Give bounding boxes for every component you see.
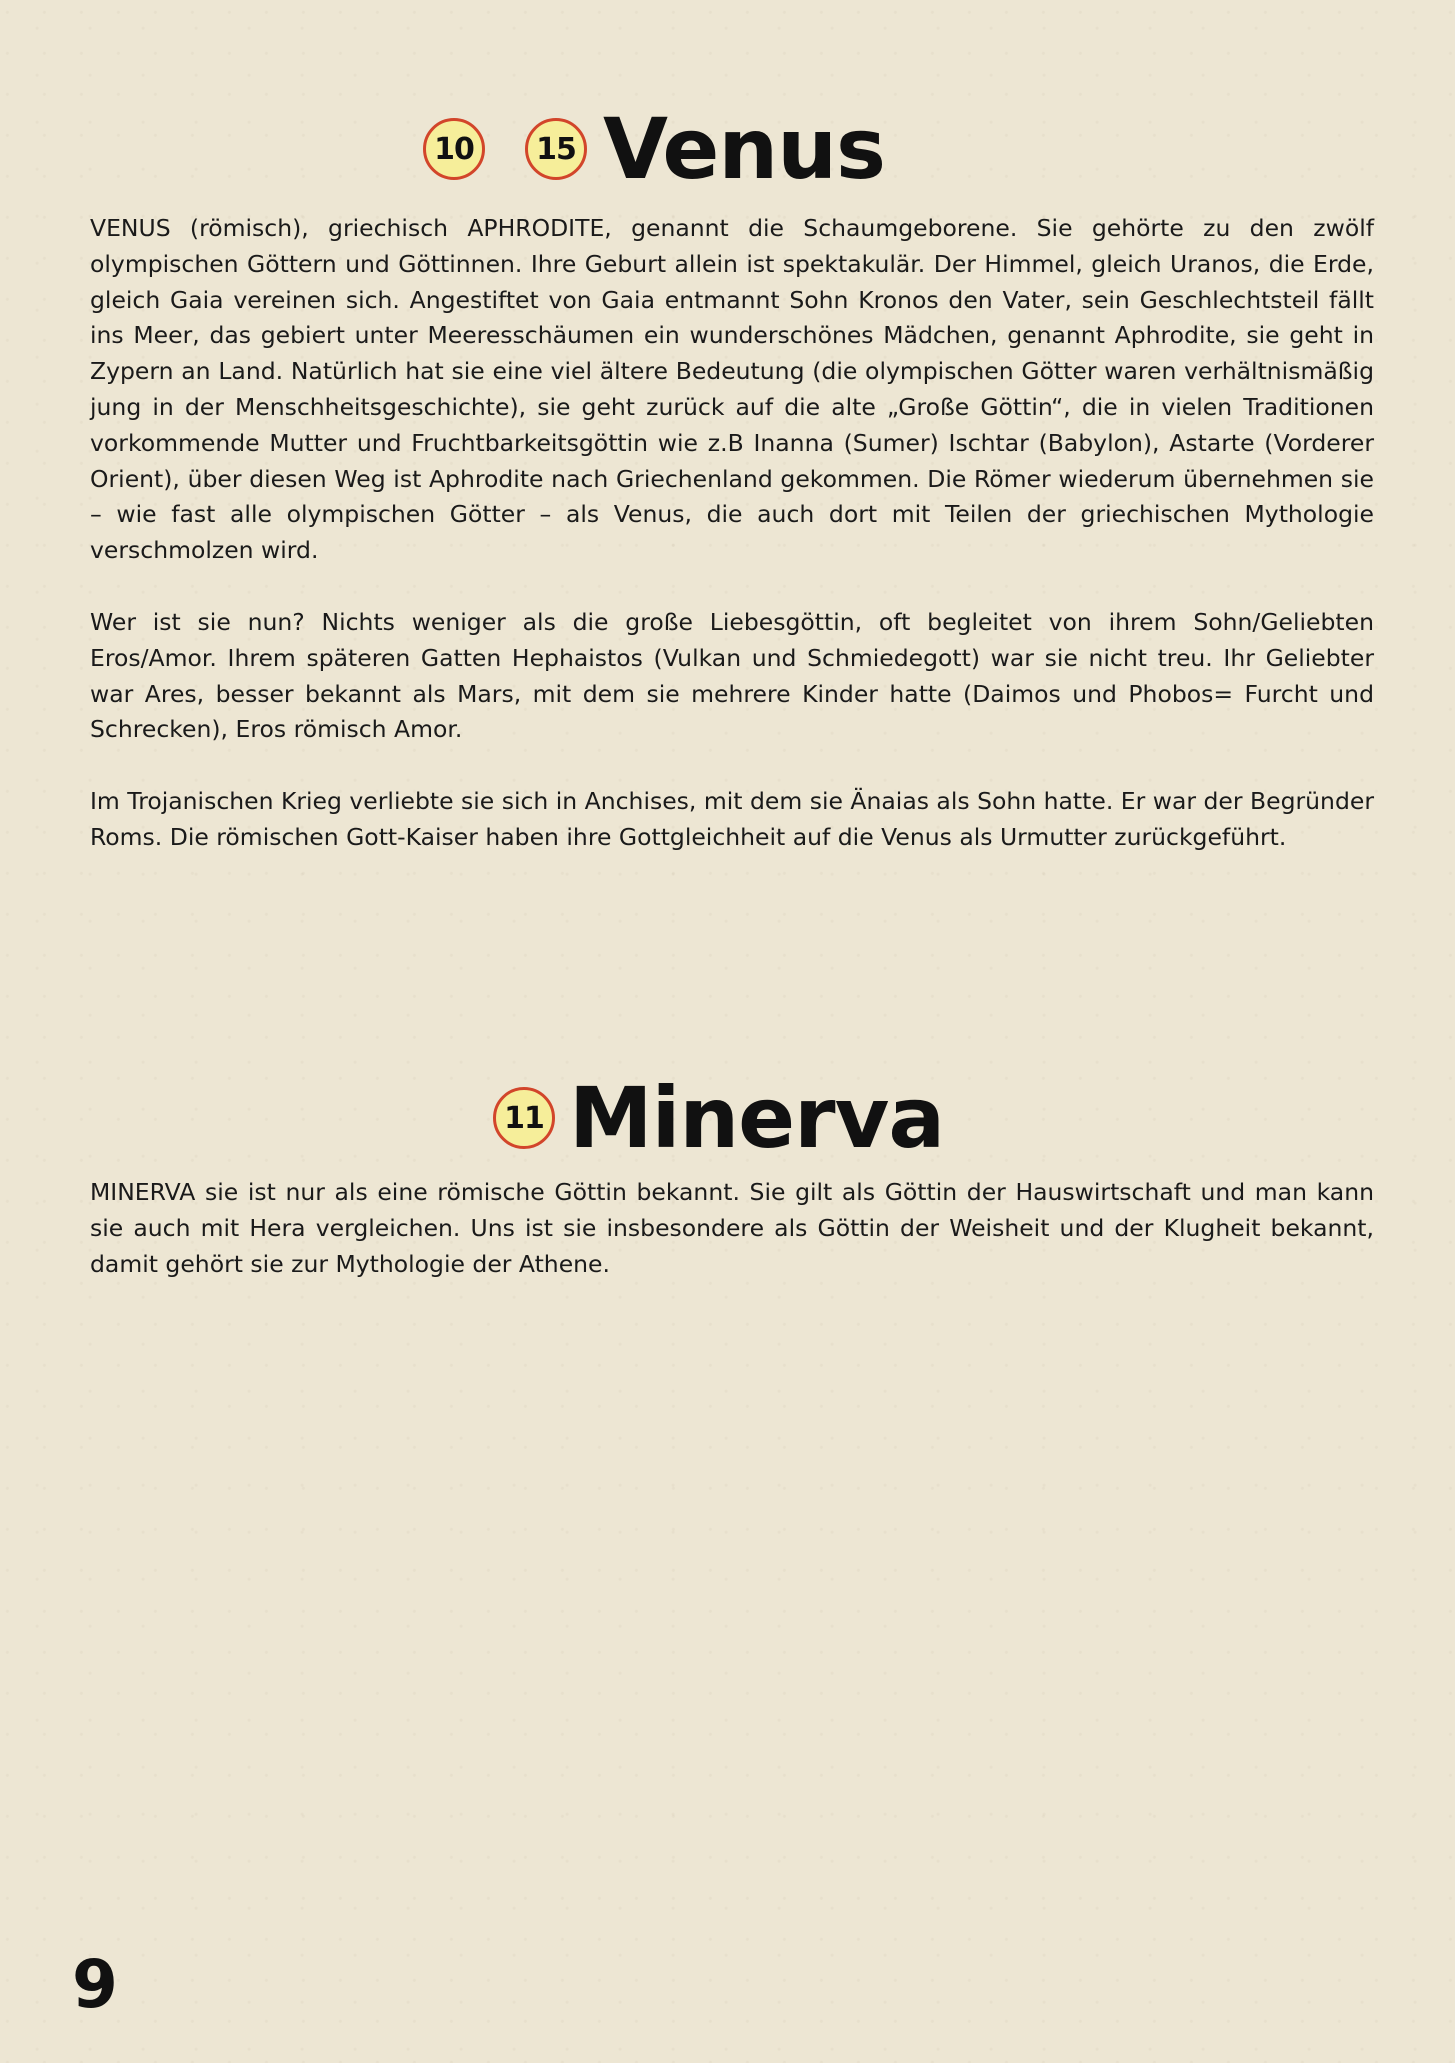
venus-heading <box>423 100 885 198</box>
venus-paragraph-2: Wer ist sie nun? Nichts weniger als die große Liebesgöttin, oft begleitet von ihrem Sohn/Geliebten Eros/Amor. Ihrem späteren Gatten Hephaistos (Vulkan und Schmiedegott) war sie nicht treu. Ihr Geliebter war Ares, besser bekannt als Mars, mit dem sie mehrere Kinder hatte (Daimos und Phobos= Furcht und Schrecken), Eros römisch Amor. <box>90 607 1374 744</box>
minerva-badge-11: 11 <box>493 1087 555 1149</box>
venus-badge-15: 15 <box>525 118 587 180</box>
minerva-section <box>90 1175 1374 1282</box>
minerva-paragraph-1: MINERVA sie ist nur als eine römische Göttin bekannt. Sie gilt als Göttin der Hauswirtschaft und man kann sie auch mit Hera vergleichen. Uns ist sie insbesondere als Göttin der Weisheit und der Klugheit bekannt, damit gehört sie zur Mythologie der Athene. <box>90 1178 1374 1278</box>
venus-badge-10: 10 <box>423 118 485 180</box>
venus-paragraph-1: VENUS (römisch), griechisch APHRODITE, genannt die Schaumgeborene. Sie gehörte zu den zwölf olympischen Göttern und Göttinnen. Ihre Geburt allein ist spektakulär. Der Himmel, gleich Uranos, die Erde, gleich Gaia vereinen sich. Angestiftet von Gaia entmannt Sohn Kronos den Vater, sein Geschlechtsteil fällt ins Meer, das gebiert unter Meeresschäumen ein wunderschönes Mädchen, genannt Aphrodite, sie geht in Zypern an Land. Natürlich hat sie eine viel ältere Bedeutung (die olympischen Götter waren verhältnismäßig jung in der Menschheitsgeschichte), sie geht zurück auf die alte „Große Göttin“, die in vielen Traditionen vorkommende Mutter und Fruchtbarkeitsgöttin wie z.B Inanna (Sumer) Ischtar (Babylon), Astarte (Vorderer Orient), über diesen Weg ist Aphrodite nach Griechenland gekommen. Die Römer wiederum übernehmen sie – wie fast alle olympischen Götter – als Venus, die auch dort mit Teilen der griechischen Mythologie verschmolzen wird. <box>90 214 1374 565</box>
venus-paragraph-3: Im Trojanischen Krieg verliebte sie sich in Anchises, mit dem sie Änaias als Sohn hatte. Er war der Begründer Roms. Die römischen Gott-Kaiser haben ihre Gottgleichheit auf die Venus als Urmutter zurückgeführt. <box>90 787 1374 851</box>
minerva-heading <box>493 1069 945 1167</box>
minerva-title: Minerva <box>569 1069 945 1167</box>
page-number: 9 <box>72 1946 118 2023</box>
venus-section <box>90 211 1374 856</box>
venus-title: Venus <box>603 100 885 198</box>
